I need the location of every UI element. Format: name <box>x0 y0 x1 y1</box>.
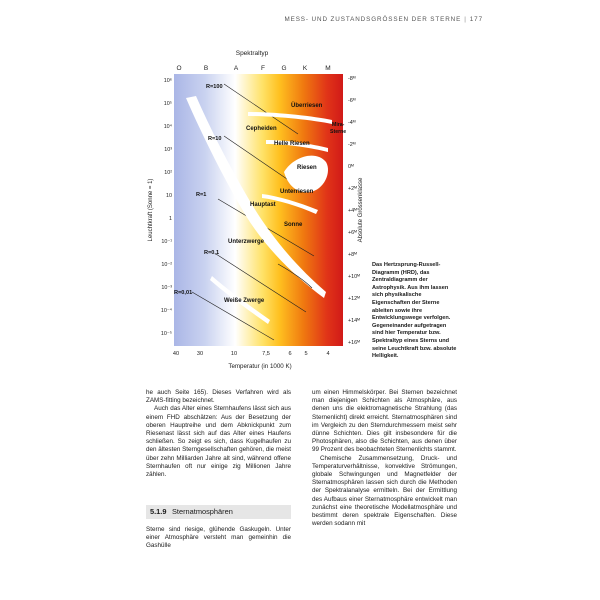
paragraph: Auch das Alter eines Sternhaufens lässt sich aus einem FHD abschätzen: Aus der Besetzung der oberen Hauptreihe und dem Abknickpunkt zum Riesenast lässt sich auf das Alter eines Haufens schließen. So zeigt es sich, dass Kugelhaufen zu den ältesten Sterngesellschaften gehören, die meist über zehn Milliarden Jahre alt sind, während offene Sternhaufen oft nur einige zig Millionen Jahre zählen. <box>146 405 291 479</box>
right-tick: -6ᴹ <box>348 98 356 104</box>
left-tick: 10⁶ <box>163 78 172 84</box>
bottom-tick: 40 <box>172 351 180 357</box>
spectral-type-m: M <box>325 65 331 72</box>
hr-diagram <box>128 44 368 384</box>
left-tick: 10³ <box>164 147 172 153</box>
paragraph: Chemische Zusammensetzung, Druck- und Temperaturverhältnisse, konvektive Strömungen, globale Schwingungen und Magnetfelder der Sternatmosphären lassen sich durch die Methoden der Spektralanalyse ermitteln. Bei der Ermittlung des Aufbaus einer Sternatmosphäre entwickelt man zunächst eine theoretische Modellatmosphäre und bestimmt deren spektrale Eigenschaften. Diese werden sodann mit <box>312 454 457 528</box>
left-tick: 10 <box>166 193 172 199</box>
radius-label-0-01: R=0,01 <box>174 290 193 296</box>
label-mira-2: Sterne <box>330 129 347 135</box>
label-sonne: Sonne <box>284 222 303 228</box>
right-axis-title: Absolute Grössenklasse <box>358 177 364 243</box>
right-tick: +8ᴹ <box>348 252 357 258</box>
bottom-tick: 30 <box>196 351 204 357</box>
right-tick: -4ᴹ <box>348 120 356 126</box>
hr-diagram-figure <box>128 44 368 384</box>
section-title: Sternatmosphären <box>172 507 233 516</box>
label-helle-riesen: Helle Riesen <box>274 141 310 147</box>
text-column-left-bottom <box>146 526 291 551</box>
paragraph: he auch Seite 165). Dieses Verfahren wird als ZAMS-fitting bezeichnet. <box>146 389 291 405</box>
page-number: 177 <box>469 16 483 23</box>
bottom-tick: 6 <box>288 351 292 357</box>
spectral-type-o: O <box>176 65 182 72</box>
left-tick: 10⁴ <box>163 124 172 130</box>
right-tick: +16ᴹ <box>348 340 360 346</box>
paragraph: Sterne sind riesige, glühende Gaskugeln. Unter einer Atmosphäre versteht man gemeinhin die Gashülle <box>146 526 291 550</box>
right-tick: +12ᴹ <box>348 296 360 302</box>
left-tick: 10⁵ <box>163 101 172 107</box>
spectral-type-b: B <box>203 65 209 72</box>
text-column-left <box>146 389 291 479</box>
spectral-type-g: G <box>281 65 287 72</box>
bottom-tick: 5 <box>304 351 308 357</box>
running-header <box>284 16 483 23</box>
spectral-type-a: A <box>233 65 239 72</box>
paragraph: um einen Himmelskörper. Bei Sternen bezeichnet man diejenigen Schichten als Atmosphäre, aus denen uns die elektromagnetische Strahlung (das Sternenlicht) direkt erreicht. Sternatmosphären sind im Vergleich zu den Sterndurchmessern meist sehr dünne Schichten. Dies gilt insbesondere für die Photosphären, also die Schichten, aus denen über 99 Prozent des beobachteten Sternenlichts stammt. <box>312 389 457 454</box>
label-unterriesen: Unterriesen <box>280 189 314 195</box>
header-separator: | <box>464 16 467 23</box>
bottom-tick: 7,5 <box>262 351 270 357</box>
left-tick: 10² <box>164 170 172 176</box>
left-tick: 1 <box>169 216 172 222</box>
figure-caption: Das Hertzsprung-Russell-Diagramm (HRD), das Zentraldiagramm der Astrophysik. Aus ihm lassen sich physikalische Eigenschaften der Sterne ableiten sowie ihre Entwicklungswege verfolgen. Gegeneinander aufgetragen sind hier Temperatur bzw. Spektraltyp eines Sterns und seine Leuchtkraft bzw. absolute Helligkeit. <box>372 262 457 360</box>
left-tick: 10⁻¹ <box>161 239 172 245</box>
radius-label-0-1: R=0,1 <box>204 250 220 256</box>
left-tick: 10⁻² <box>161 262 172 268</box>
right-tick: +10ᴹ <box>348 274 360 280</box>
left-tick: 10⁻⁵ <box>160 331 172 337</box>
right-tick: +4ᴹ <box>348 208 357 214</box>
right-tick: +6ᴹ <box>348 230 357 236</box>
right-tick: -8ᴹ <box>348 76 356 82</box>
radius-label-10: R=10 <box>208 136 222 142</box>
top-axis-title: Spektraltyp <box>235 50 269 57</box>
section-heading <box>146 505 291 519</box>
spectral-type-k: K <box>302 65 308 72</box>
bottom-tick: 10 <box>230 351 238 357</box>
radius-label-100: R=100 <box>206 84 223 90</box>
label-ueberriesen: Überriesen <box>291 103 323 109</box>
left-axis-title: Leuchtkraft (Sonne = 1) <box>148 178 154 242</box>
right-tick: +14ᴹ <box>348 318 360 324</box>
text-column-right <box>312 389 457 528</box>
radius-label-1: R=1 <box>196 192 207 198</box>
left-tick: 10⁻³ <box>161 285 172 291</box>
left-tick: 10⁻⁴ <box>160 308 172 314</box>
right-tick: -2ᴹ <box>348 142 356 148</box>
spectral-type-f: F <box>261 65 265 72</box>
label-hauptast: Hauptast <box>250 202 276 208</box>
bottom-axis-title: Temperatur (in 1000 K) <box>228 363 292 370</box>
label-cepheiden: Cepheiden <box>246 126 277 132</box>
section-number: 5.1.9 <box>150 507 167 516</box>
right-tick: 0ᴹ <box>348 164 354 170</box>
right-tick: +2ᴹ <box>348 186 357 192</box>
header-title: MESS- UND ZUSTANDSGRÖSSEN DER STERNE <box>284 16 462 23</box>
bottom-tick: 4 <box>326 351 330 357</box>
label-unterzwerge: Unterzwerge <box>228 239 265 245</box>
label-mira-1: Mira- <box>332 122 345 128</box>
label-riesen: Riesen <box>297 165 317 171</box>
label-weisse-zwerge: Weiße Zwerge <box>224 298 265 304</box>
